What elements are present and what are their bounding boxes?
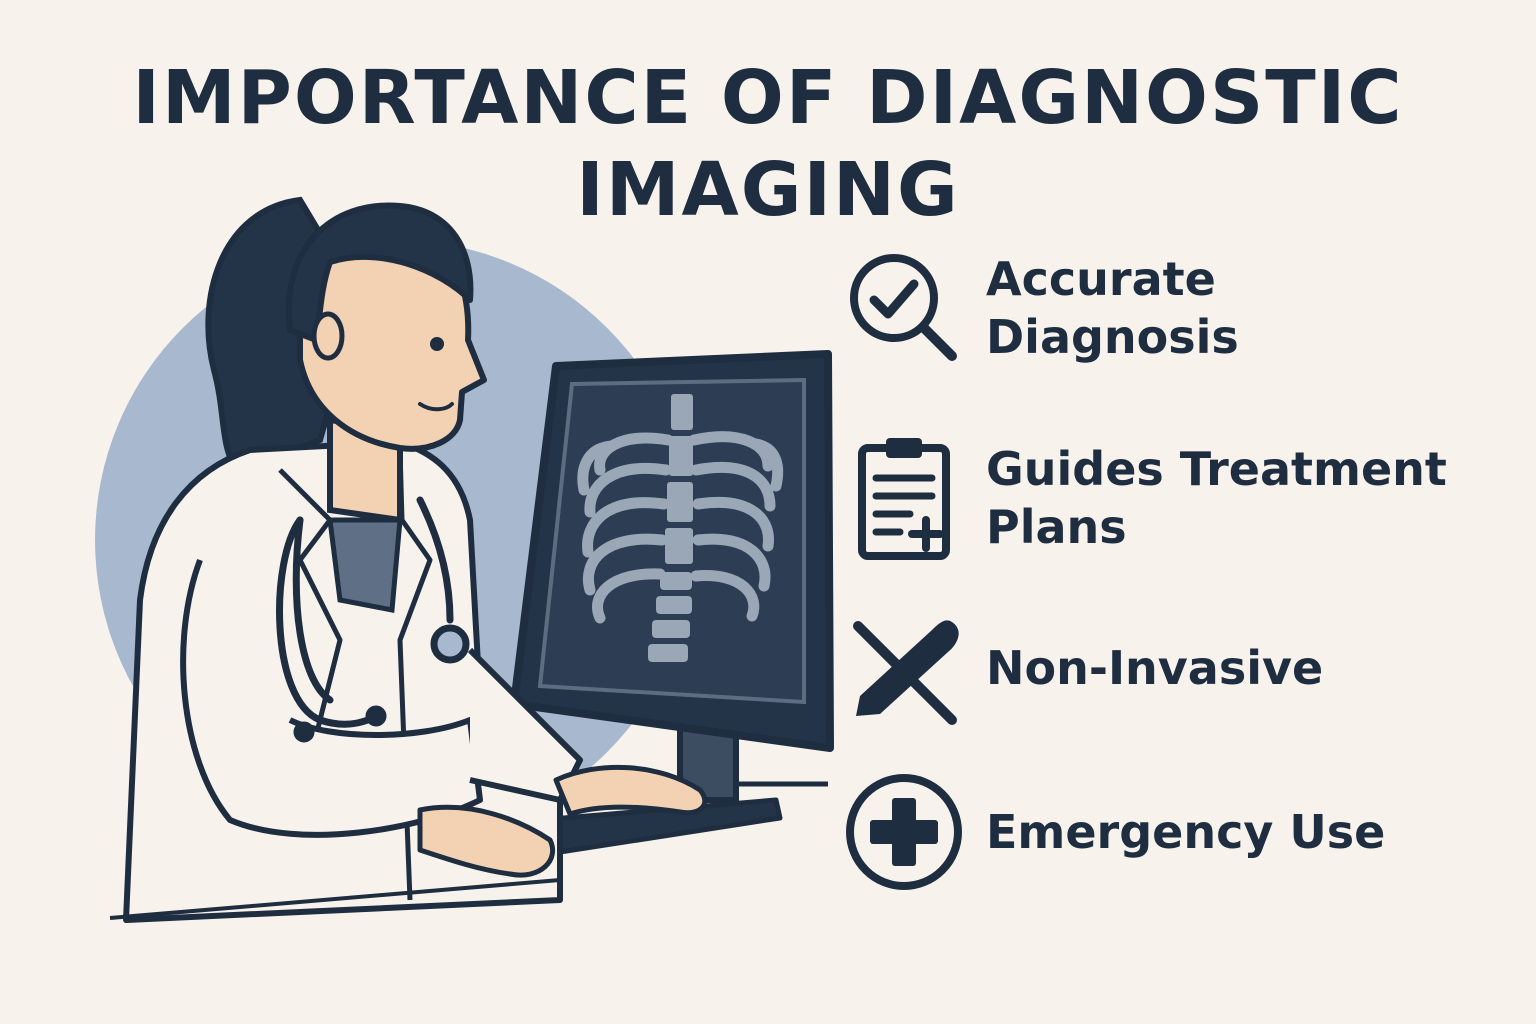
benefit-label: Emergency Use <box>986 805 1386 859</box>
ear <box>314 314 342 358</box>
benefit-label: Non-Invasive <box>986 641 1324 695</box>
page-title: IMPORTANCE OF DIAGNOSTIC IMAGING <box>132 55 1404 233</box>
benefit-label: Accurate Diagnosis <box>986 252 1239 364</box>
eye <box>430 337 444 351</box>
benefit-label: Guides Treatment Plans <box>986 442 1447 554</box>
xray-monitor <box>514 354 830 748</box>
